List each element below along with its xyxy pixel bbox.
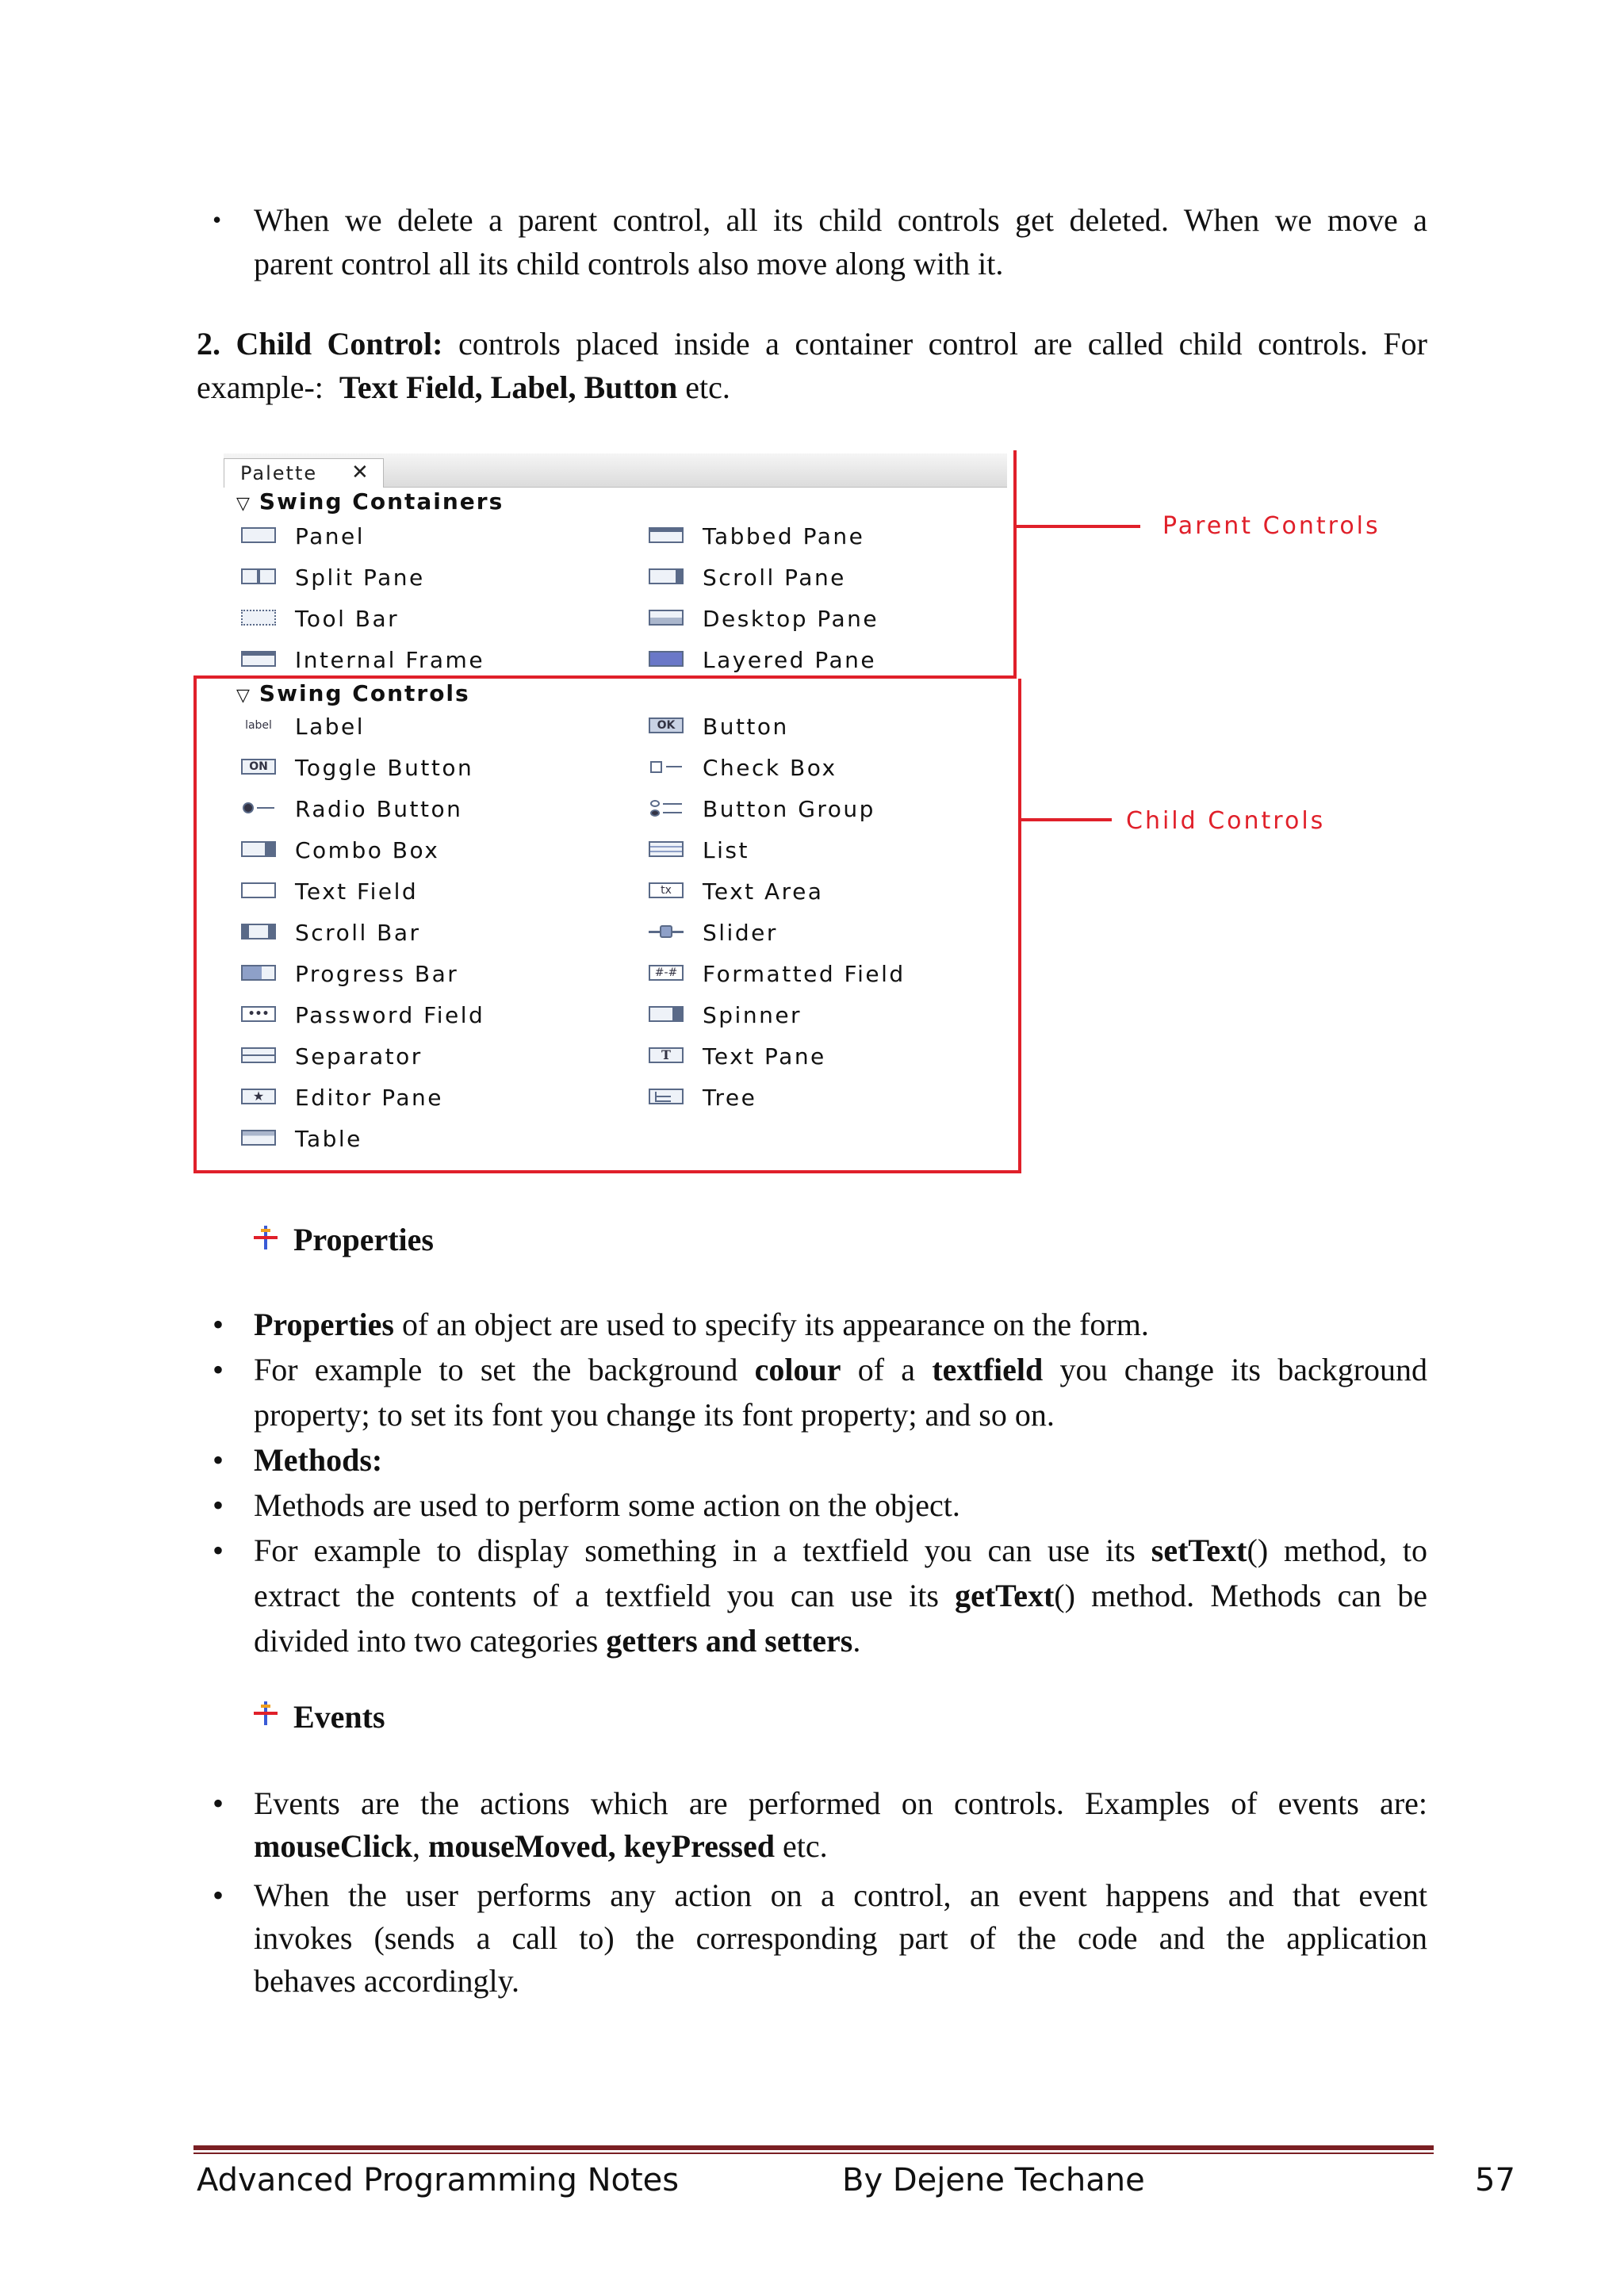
palette-item-spinner[interactable]: Spinner bbox=[649, 1002, 802, 1028]
events-bullet-1: • Events are the actions which are performed on controls. Examples of events are: mouseClick, mouseMoved, keyPressed etc. bbox=[254, 1782, 1427, 1868]
palette-tab[interactable] bbox=[224, 458, 384, 488]
category-title: Swing Containers bbox=[259, 488, 504, 515]
bullet-dot: • bbox=[213, 1352, 224, 1387]
section-pin-icon bbox=[252, 1224, 279, 1251]
bullet-dot: • bbox=[213, 1307, 224, 1342]
parent-controls-label: Parent Controls bbox=[1162, 512, 1381, 540]
palette-item-table[interactable]: Table bbox=[241, 1126, 362, 1152]
footer-title: Advanced Programming Notes bbox=[197, 2162, 680, 2198]
bullet-dot: • bbox=[213, 205, 222, 234]
footer-author: By Dejene Techane bbox=[842, 2162, 1145, 2198]
events-list bbox=[213, 1782, 1427, 2003]
section-pin-icon bbox=[252, 1700, 279, 1727]
label-icon: label bbox=[245, 719, 272, 732]
palette-item-list[interactable]: List bbox=[649, 837, 749, 863]
bullet-dot: • bbox=[213, 1533, 224, 1568]
internal-frame-icon bbox=[241, 651, 278, 668]
footer-rule bbox=[193, 2145, 1434, 2150]
palette-tab-label: Palette bbox=[240, 462, 318, 484]
methods-bullet-1: • Methods are used to perform some action on the object. bbox=[254, 1483, 1427, 1528]
child-control-examples: Text Field, Label, Button bbox=[339, 369, 678, 405]
properties-term: Properties bbox=[254, 1307, 394, 1342]
methods-heading: Methods: bbox=[254, 1442, 383, 1478]
editor-pane-icon: ★ bbox=[241, 1089, 278, 1106]
child-controls-label: Child Controls bbox=[1126, 807, 1326, 835]
bullet-dot: • bbox=[213, 1487, 224, 1523]
bullet-dot: • bbox=[213, 1785, 224, 1821]
child-controls-box bbox=[193, 679, 1021, 1173]
tool-bar-icon bbox=[241, 610, 278, 627]
bullet-dot: • bbox=[213, 1877, 224, 1913]
expand-triangle-icon: ▽ bbox=[236, 686, 251, 706]
methods-bullet bbox=[213, 1437, 1427, 1483]
swing-containers-header[interactable] bbox=[236, 488, 504, 515]
toggle-button-icon: ON bbox=[241, 759, 278, 776]
palette-item-label[interactable]: label Label bbox=[241, 714, 365, 740]
palette-item-separator[interactable]: Separator bbox=[241, 1043, 423, 1070]
child-controls-pointer-line bbox=[1021, 818, 1112, 821]
example-prefix: example-: bbox=[197, 369, 324, 405]
example-suffix: etc. bbox=[685, 369, 730, 405]
section-number: 2. bbox=[197, 326, 220, 362]
child-control-paragraph bbox=[197, 322, 1427, 409]
methods-bullet-2: • For example to display something in a textfield you can use its setText() method, to extract the contents of a textfield you can use its getText() method. Methods can be divided into two categories getters and setters. bbox=[254, 1528, 1427, 1663]
palette-item-layered-pane[interactable]: Layered Pane bbox=[649, 647, 876, 673]
palette-item-button[interactable]: OK Button bbox=[649, 714, 789, 740]
footer-rule-thin bbox=[193, 2152, 1434, 2154]
palette-item-text-area[interactable]: tx Text Area bbox=[649, 878, 823, 905]
parent-controls-pointer-line bbox=[1017, 525, 1140, 528]
palette-item-text-pane[interactable]: T Text Pane bbox=[649, 1043, 826, 1070]
desktop-pane-icon bbox=[649, 610, 685, 627]
scroll-pane-icon bbox=[649, 568, 685, 586]
palette-item-button-group[interactable]: Button Group bbox=[649, 796, 875, 822]
properties-list bbox=[213, 1302, 1427, 1663]
intro-line-2: parent control all its child controls also move along with it. bbox=[254, 246, 1004, 281]
palette-item-slider[interactable]: Slider bbox=[649, 920, 778, 946]
palette-item-internal-frame[interactable]: Internal Frame bbox=[241, 647, 485, 673]
button-icon: OK bbox=[649, 718, 685, 735]
child-control-line-2 bbox=[197, 365, 1427, 409]
child-control-term: Child Control: bbox=[236, 326, 443, 362]
palette-item-toggle-button[interactable]: ON Toggle Button bbox=[241, 755, 473, 781]
palette-tab-bar bbox=[224, 453, 1007, 488]
palette-item-combo-box[interactable]: Combo Box bbox=[241, 837, 439, 863]
properties-heading: Properties bbox=[293, 1222, 434, 1257]
events-heading: Events bbox=[293, 1699, 385, 1735]
split-pane-icon bbox=[241, 568, 278, 586]
child-control-line-1 bbox=[197, 322, 1427, 365]
palette-item-progress-bar[interactable]: Progress Bar bbox=[241, 961, 458, 987]
palette-item-password-field[interactable]: ••• Password Field bbox=[241, 1002, 485, 1028]
password-field-icon: ••• bbox=[241, 1006, 278, 1024]
palette-item-scroll-bar[interactable]: Scroll Bar bbox=[241, 920, 421, 946]
palette-item-scroll-pane[interactable]: Scroll Pane bbox=[649, 564, 846, 591]
child-control-definition: controls placed inside a container control are called child controls. For bbox=[458, 326, 1427, 362]
tabbed-pane-icon bbox=[649, 527, 685, 545]
text-pane-icon: T bbox=[649, 1047, 685, 1065]
palette-item-radio-button[interactable]: Radio Button bbox=[241, 796, 462, 822]
palette-item-panel[interactable]: Panel bbox=[241, 523, 365, 549]
palette-item-editor-pane[interactable]: ★ Editor Pane bbox=[241, 1085, 443, 1111]
close-icon[interactable]: ✕ bbox=[351, 461, 369, 484]
intro-line-1: When we delete a parent control, all its child controls get deleted. When we move a bbox=[254, 202, 1427, 238]
panel-icon bbox=[241, 527, 278, 545]
text-area-icon: tx bbox=[649, 882, 685, 900]
category-title: Swing Controls bbox=[259, 680, 470, 706]
palette-item-formatted-field[interactable]: #-# Formatted Field bbox=[649, 961, 906, 987]
page-number: 57 bbox=[1475, 2162, 1515, 2198]
intro-bullet bbox=[213, 198, 1427, 285]
palette-item-desktop-pane[interactable]: Desktop Pane bbox=[649, 606, 879, 632]
expand-triangle-icon: ▽ bbox=[236, 494, 251, 514]
palette-item-check-box[interactable]: Check Box bbox=[649, 755, 837, 781]
properties-bullet-2: • For example to set the background colour of a textfield you change its background property; to set its font you change its font property; and so on. bbox=[254, 1347, 1427, 1437]
properties-bullet-1: • Properties of an object are used to specify its appearance on the form. bbox=[254, 1302, 1427, 1347]
layered-pane-icon bbox=[649, 651, 685, 668]
palette-item-tree[interactable]: Tree bbox=[649, 1085, 756, 1111]
bullet-dot: • bbox=[213, 1442, 224, 1478]
parent-controls-box bbox=[1013, 450, 1017, 677]
palette-item-text-field[interactable]: Text Field bbox=[241, 878, 418, 905]
formatted-field-icon: #-# bbox=[649, 965, 685, 982]
events-bullet-2: • When the user performs any action on a control, an event happens and that event invokes (sends a call to) the corresponding part of the code and the application behaves accordingly. bbox=[254, 1874, 1427, 2003]
palette-item-tool-bar[interactable]: Tool Bar bbox=[241, 606, 399, 632]
palette-item-split-pane[interactable]: Split Pane bbox=[241, 564, 425, 591]
palette-item-tabbed-pane[interactable]: Tabbed Pane bbox=[649, 523, 864, 549]
